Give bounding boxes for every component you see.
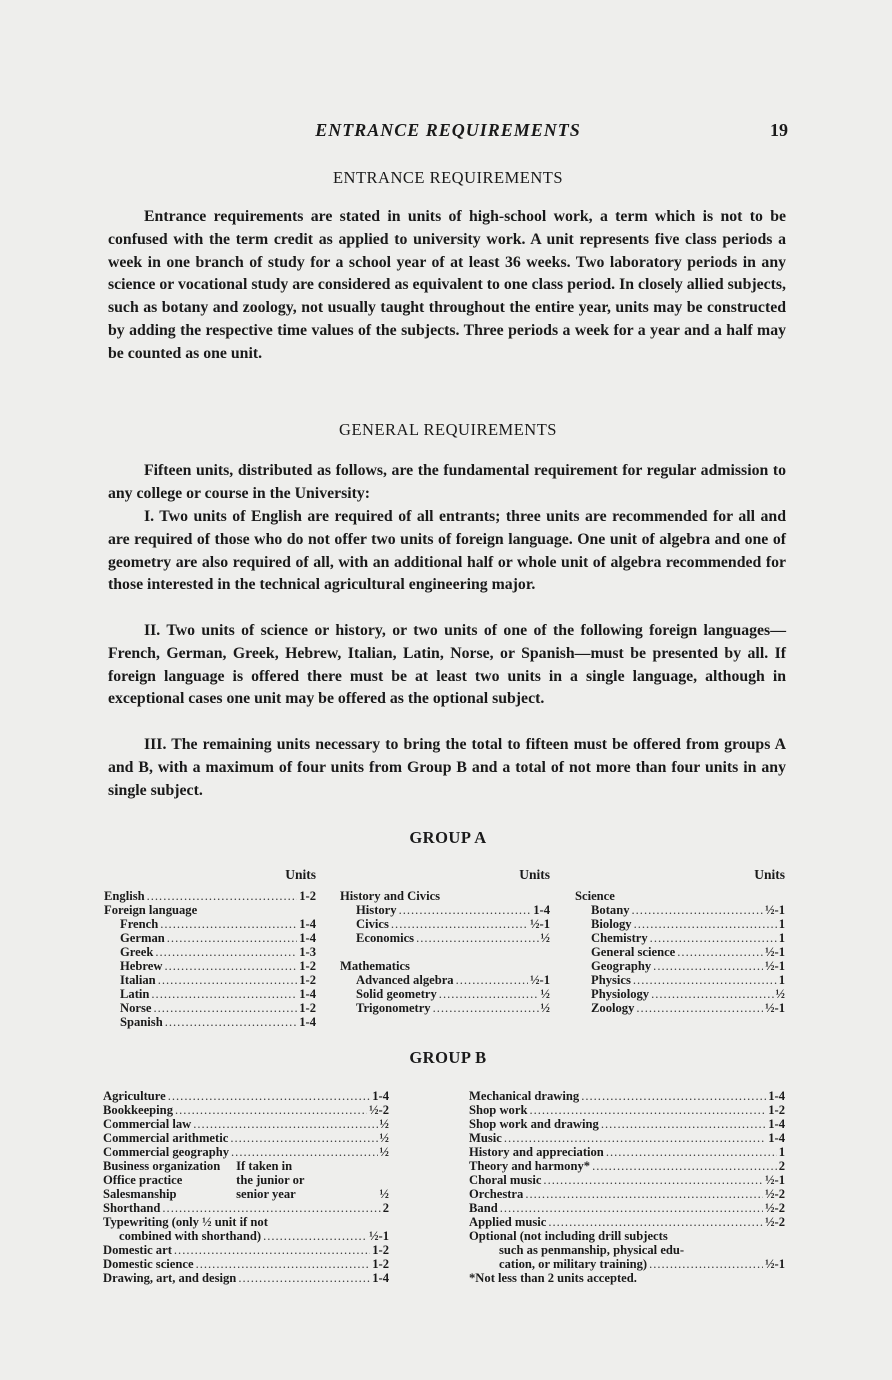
list-item: German ..... 1-4 [104, 931, 316, 945]
units-header: Units [754, 867, 785, 882]
running-header [108, 120, 788, 144]
list-item: Orchestra ..... ½-2 [469, 1187, 785, 1201]
list-item: Bookkeeping ..... ½-2 [103, 1103, 389, 1117]
list-item: Domestic science ..... 1-2 [103, 1257, 389, 1271]
list-item: Domestic art ..... 1-2 [103, 1243, 389, 1257]
list-item: Foreign language [104, 903, 198, 917]
list-item: Shorthand ..... 2 [103, 1201, 389, 1215]
units-header: Units [285, 867, 316, 882]
entrance-requirements-paragraph: Entrance requirements are stated in units of high-school work, a term which is not to be confused with the term credit as applied to university work. A unit represents five class periods a week in one branch of study for a school year of at least 36 weeks. Two laboratory periods in any science or vocational study are considered as equivalent to one class period. In closely allied subjects, such as botany and zoology, not usually taught throughout the entire year, units may be constructed by adding the respective time values of the subjects. Three periods a week for a year and a half may be counted as one unit. [108, 208, 786, 362]
list-item: Physiology ..... ½ [575, 987, 785, 1001]
units-header: Units [519, 867, 550, 882]
list-item: cation, or military training) ..... ½-1 [469, 1257, 785, 1271]
list-item: combined with shorthand) ..... ½-1 [103, 1229, 389, 1243]
list-item: History and appreciation ..... 1 [469, 1145, 785, 1159]
footnote: *Not less than 2 units accepted. [469, 1271, 637, 1285]
list-item: General science ..... ½-1 [575, 945, 785, 959]
list-item: Typewriting (only ½ unit if not [103, 1215, 268, 1229]
list-item: Hebrew ..... 1-2 [104, 959, 316, 973]
general-requirements-intro: Fifteen units, distributed as follows, are the fundamental requirement for regular admission to any college or course in the University: [108, 462, 786, 502]
list-item: Business organization If taken in [103, 1159, 293, 1173]
list-item: French ..... 1-4 [104, 917, 316, 931]
group-a-languages-column [104, 868, 316, 1029]
list-item: Italian ..... 1-2 [104, 973, 316, 987]
list-item: Shop work ..... 1-2 [469, 1103, 785, 1117]
list-item: History ..... 1-4 [340, 903, 550, 917]
list-item: Music ..... 1-4 [469, 1131, 785, 1145]
list-item: Applied music ..... ½-2 [469, 1215, 785, 1229]
list-item: Latin ..... 1-4 [104, 987, 316, 1001]
list-item: Science [575, 889, 615, 903]
list-item: Trigonometry ..... ½ [340, 1001, 550, 1015]
list-item: History and Civics [340, 889, 441, 903]
list-item: Mechanical drawing ..... 1-4 [469, 1089, 785, 1103]
list-item: Botany ..... ½-1 [575, 903, 785, 917]
list-item: such as penmanship, physical edu- [499, 1243, 685, 1257]
list-item: Salesmanship senior year ½ [103, 1187, 389, 1201]
list-item: Shop work and drawing ..... 1-4 [469, 1117, 785, 1131]
list-item: Optional (not including drill subjects [469, 1229, 668, 1243]
entrance-requirements-heading: ENTRANCE REQUIREMENTS [332, 168, 564, 187]
page-number: 19 [770, 120, 788, 140]
general-requirements-heading: GENERAL REQUIREMENTS [339, 420, 557, 439]
list-item: Agriculture ..... 1-4 [103, 1089, 389, 1103]
requirement-item-1: I. Two units of English are required of all entrants; three units are recommended for all and are required of those who do not offer two units of foreign language. One unit of algebra and one of geometry are also required of all, with an additional half or whole unit of algebra recommended for those interested in the technical agricultural engineering major. [108, 508, 786, 594]
list-item: Civics ..... ½-1 [340, 917, 550, 931]
list-item: Commercial law ..... ½ [103, 1117, 389, 1131]
group-a-science-column [575, 868, 785, 1015]
list-item: Mathematics [340, 959, 410, 973]
requirement-item-2: II. Two units of science or history, or two units of one of the following foreign languages—French, German, Greek, Hebrew, Italian, Latin, Norse, or Spanish—must be presented by all. If foreign language is offered there must be at least two units in a single language, although in exceptional cases one unit may be offered as the optional subject. [108, 622, 786, 708]
list-item: Commercial geography ..... ½ [103, 1145, 389, 1159]
group-a-history-math-column [340, 868, 550, 1015]
group-a-heading: GROUP A [409, 828, 487, 847]
list-item: Spanish ..... 1-4 [104, 1015, 316, 1029]
list-item: Biology ..... 1 [575, 917, 785, 931]
list-item: Geography ..... ½-1 [575, 959, 785, 973]
list-item: Zoology ..... ½-1 [575, 1001, 785, 1015]
list-item: Greek ..... 1-3 [104, 945, 316, 959]
requirement-item-3: III. The remaining units necessary to bring the total to fifteen must be offered from groups A and B, with a maximum of four units from Group B and a total of not more than four units in any single subject. [108, 736, 786, 799]
list-item: Economics ..... ½ [340, 931, 550, 945]
list-item: English ..... 1-2 [104, 889, 316, 903]
list-item: Theory and harmony* ..... 2 [469, 1159, 785, 1173]
group-b-right-column [469, 1089, 785, 1285]
list-item: Office practice the junior or [103, 1173, 305, 1187]
list-item: Solid geometry ..... ½ [340, 987, 550, 1001]
list-item: Chemistry ..... 1 [575, 931, 785, 945]
list-item: Commercial arithmetic ..... ½ [103, 1131, 389, 1145]
list-item: Choral music ..... ½-1 [469, 1173, 785, 1187]
list-item: Advanced algebra ..... ½-1 [340, 973, 550, 987]
group-b-heading: GROUP B [409, 1048, 487, 1067]
list-item: Drawing, art, and design ..... 1-4 [103, 1271, 389, 1285]
running-title: ENTRANCE REQUIREMENTS [315, 120, 581, 140]
list-item: Physics ..... 1 [575, 973, 785, 987]
list-item: Band ..... ½-2 [469, 1201, 785, 1215]
list-item: Norse ..... 1-2 [104, 1001, 316, 1015]
group-b-left-column [103, 1089, 389, 1285]
